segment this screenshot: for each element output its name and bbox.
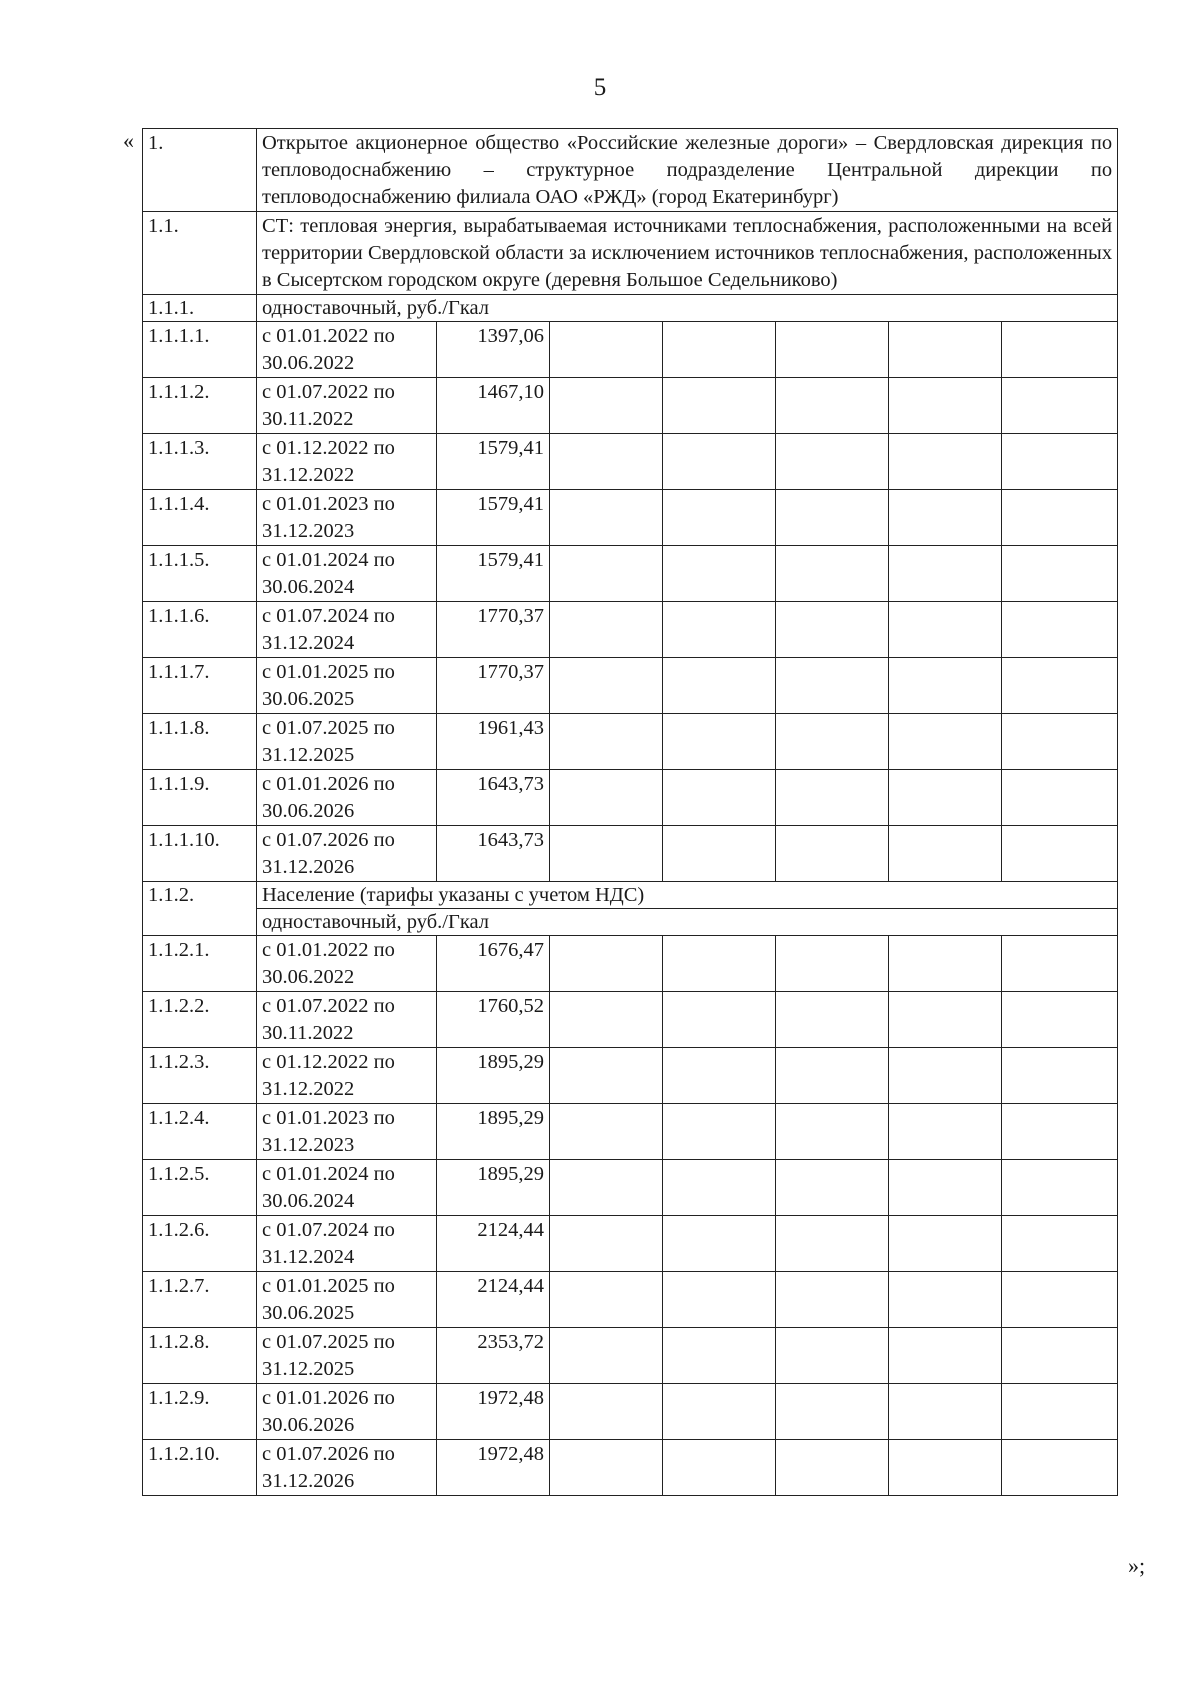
period-cell: с 01.01.2026 по 30.06.2026 (257, 1384, 437, 1440)
table-row (143, 1216, 1118, 1272)
empty-cell (889, 1104, 1002, 1160)
empty-cell (550, 1160, 663, 1216)
row-number: 1.1.1.5. (143, 546, 257, 602)
table-row (143, 1440, 1118, 1496)
empty-cell (663, 434, 776, 490)
period-cell: с 01.07.2022 по 30.11.2022 (257, 992, 437, 1048)
empty-cell (1002, 1048, 1118, 1104)
table-row (143, 602, 1118, 658)
tariff-value: 1467,10 (437, 378, 550, 434)
row-number: 1.1.1.2. (143, 378, 257, 434)
empty-cell (663, 602, 776, 658)
empty-cell (550, 1048, 663, 1104)
period-cell: с 01.01.2023 по 31.12.2023 (257, 490, 437, 546)
tariff-value: 2124,44 (437, 1272, 550, 1328)
period-cell: с 01.12.2022 по 31.12.2022 (257, 434, 437, 490)
empty-cell (776, 1272, 889, 1328)
empty-cell (889, 1328, 1002, 1384)
empty-cell (776, 714, 889, 770)
empty-cell (1002, 490, 1118, 546)
empty-cell (1002, 826, 1118, 882)
empty-cell (663, 1440, 776, 1496)
period-cell: с 01.01.2023 по 31.12.2023 (257, 1104, 437, 1160)
table-row (143, 546, 1118, 602)
empty-cell (663, 1216, 776, 1272)
empty-cell (550, 1272, 663, 1328)
empty-cell (550, 992, 663, 1048)
tariff-value: 1760,52 (437, 992, 550, 1048)
empty-cell (889, 602, 1002, 658)
tariff-value: 1972,48 (437, 1440, 550, 1496)
row-number: 1.1.2.10. (143, 1440, 257, 1496)
period-cell: с 01.01.2026 по 30.06.2026 (257, 770, 437, 826)
page-number: 5 (593, 74, 607, 101)
empty-cell (663, 1048, 776, 1104)
tariff-value: 1397,06 (437, 322, 550, 378)
group2-subheader-row (143, 909, 1118, 936)
empty-cell (550, 1440, 663, 1496)
tariff-value: 1895,29 (437, 1104, 550, 1160)
row-number: 1.1.1.3. (143, 434, 257, 490)
empty-cell (550, 658, 663, 714)
table-row (143, 826, 1118, 882)
empty-cell (550, 490, 663, 546)
empty-cell (889, 658, 1002, 714)
period-cell: с 01.01.2022 по 30.06.2022 (257, 322, 437, 378)
empty-cell (663, 936, 776, 992)
group2-sublabel: одноставочный, руб./Гкал (257, 909, 1118, 936)
empty-cell (889, 546, 1002, 602)
group2-label: Население (тарифы указаны с учетом НДС) (257, 882, 1118, 909)
row-number: 1.1.2.8. (143, 1328, 257, 1384)
period-cell: с 01.01.2024 по 30.06.2024 (257, 1160, 437, 1216)
subsection-number: 1.1. (143, 212, 257, 295)
table-row (143, 434, 1118, 490)
empty-cell (776, 936, 889, 992)
empty-cell (663, 1328, 776, 1384)
period-cell: с 01.07.2022 по 30.11.2022 (257, 378, 437, 434)
empty-cell (550, 714, 663, 770)
opening-quote-mark: « (123, 128, 134, 153)
empty-cell (889, 714, 1002, 770)
empty-cell (889, 1440, 1002, 1496)
tariff-value: 2124,44 (437, 1216, 550, 1272)
row-number: 1.1.2.5. (143, 1160, 257, 1216)
section-row (143, 129, 1118, 212)
group2-number: 1.1.2. (143, 882, 257, 909)
empty-cell (889, 992, 1002, 1048)
empty-cell (1002, 602, 1118, 658)
empty-cell (663, 322, 776, 378)
group1-header-row (143, 295, 1118, 322)
empty-cell (1002, 658, 1118, 714)
empty-cell (776, 322, 889, 378)
empty-cell (663, 714, 776, 770)
empty-cell (776, 490, 889, 546)
empty-cell (550, 936, 663, 992)
empty-cell (550, 602, 663, 658)
empty-cell (889, 1048, 1002, 1104)
table-row (143, 658, 1118, 714)
period-cell: с 01.07.2026 по 31.12.2026 (257, 1440, 437, 1496)
empty-cell (550, 826, 663, 882)
table-row (143, 378, 1118, 434)
row-number: 1.1.1.1. (143, 322, 257, 378)
empty-cell (776, 992, 889, 1048)
subsection-row (143, 212, 1118, 295)
empty-cell (1002, 1384, 1118, 1440)
empty-cell (663, 992, 776, 1048)
table-row (143, 1160, 1118, 1216)
empty-cell (1002, 770, 1118, 826)
empty-cell (889, 1160, 1002, 1216)
group1-label: одноставочный, руб./Гкал (257, 295, 1118, 322)
tariff-value: 1895,29 (437, 1160, 550, 1216)
empty-cell (550, 1216, 663, 1272)
row-number: 1.1.1.4. (143, 490, 257, 546)
empty-cell (663, 1272, 776, 1328)
empty-cell (776, 658, 889, 714)
empty-cell (663, 658, 776, 714)
tariff-value: 1579,41 (437, 546, 550, 602)
row-number: 1.1.1.10. (143, 826, 257, 882)
empty-cell (550, 322, 663, 378)
row-number: 1.1.2.1. (143, 936, 257, 992)
empty-cell (776, 1216, 889, 1272)
row-number: 1.1.1.7. (143, 658, 257, 714)
period-cell: с 01.12.2022 по 31.12.2022 (257, 1048, 437, 1104)
period-cell: с 01.07.2024 по 31.12.2024 (257, 1216, 437, 1272)
period-cell: с 01.07.2025 по 31.12.2025 (257, 714, 437, 770)
empty-cell (889, 490, 1002, 546)
period-cell: с 01.01.2024 по 30.06.2024 (257, 546, 437, 602)
empty-cell (1002, 1272, 1118, 1328)
period-cell: с 01.07.2026 по 31.12.2026 (257, 826, 437, 882)
empty-cell (889, 936, 1002, 992)
empty-cell (1002, 434, 1118, 490)
empty-cell (776, 1160, 889, 1216)
section-title: Открытое акционерное общество «Российские железные дороги» – Свердловская дирекция по тепловодоснабжению – структурное подразделение Центральной дирекции по тепловодоснабжению филиала ОАО «РЖД» (город Екатеринбург) (257, 129, 1118, 212)
tariff-value: 1895,29 (437, 1048, 550, 1104)
tariff-value: 1770,37 (437, 658, 550, 714)
empty-cell (663, 770, 776, 826)
row-number: 1.1.2.3. (143, 1048, 257, 1104)
empty-cell (776, 1440, 889, 1496)
tariff-value: 1579,41 (437, 434, 550, 490)
empty-cell (550, 1328, 663, 1384)
empty-cell (776, 1328, 889, 1384)
empty-cell (776, 1384, 889, 1440)
period-cell: с 01.01.2025 по 30.06.2025 (257, 658, 437, 714)
empty-cell (1002, 1104, 1118, 1160)
subsection-text: СТ: тепловая энергия, вырабатываемая источниками теплоснабжения, расположенными на всей территории Свердловской области за исключением источников теплоснабжения, расположенных в Сысертском городском округе (деревня Большое Седельниково) (257, 212, 1118, 295)
period-cell: с 01.01.2025 по 30.06.2025 (257, 1272, 437, 1328)
empty-cell (663, 1160, 776, 1216)
empty-cell (550, 434, 663, 490)
table-row (143, 490, 1118, 546)
row-number: 1.1.2.7. (143, 1272, 257, 1328)
row-number: 1.1.2.6. (143, 1216, 257, 1272)
empty-cell (1002, 546, 1118, 602)
tariff-value: 1961,43 (437, 714, 550, 770)
empty-cell (1002, 322, 1118, 378)
table-row (143, 1048, 1118, 1104)
tariff-value: 1770,37 (437, 602, 550, 658)
empty-cell (1002, 1328, 1118, 1384)
row-number: 1.1.2.9. (143, 1384, 257, 1440)
empty-cell (776, 826, 889, 882)
empty-cell (776, 602, 889, 658)
closing-quote-mark: »; (1128, 1553, 1146, 1578)
table-row (143, 1272, 1118, 1328)
group1-number: 1.1.1. (143, 295, 257, 322)
period-cell: с 01.07.2024 по 31.12.2024 (257, 602, 437, 658)
row-number: 1.1.1.9. (143, 770, 257, 826)
empty-cell (550, 378, 663, 434)
group2-number-continued (143, 909, 257, 936)
empty-cell (550, 1384, 663, 1440)
table-row (143, 1328, 1118, 1384)
empty-cell (889, 1216, 1002, 1272)
empty-cell (776, 1104, 889, 1160)
table-row (143, 936, 1118, 992)
table-row (143, 770, 1118, 826)
empty-cell (550, 1104, 663, 1160)
empty-cell (889, 322, 1002, 378)
empty-cell (663, 1384, 776, 1440)
empty-cell (776, 434, 889, 490)
tariff-table (142, 128, 1118, 1496)
tariff-value: 1643,73 (437, 770, 550, 826)
table-row (143, 1104, 1118, 1160)
empty-cell (663, 826, 776, 882)
row-number: 1.1.1.8. (143, 714, 257, 770)
row-number: 1.1.1.6. (143, 602, 257, 658)
empty-cell (1002, 1216, 1118, 1272)
table-row (143, 714, 1118, 770)
empty-cell (663, 378, 776, 434)
empty-cell (776, 1048, 889, 1104)
empty-cell (1002, 378, 1118, 434)
empty-cell (1002, 1160, 1118, 1216)
empty-cell (776, 378, 889, 434)
empty-cell (1002, 992, 1118, 1048)
empty-cell (889, 434, 1002, 490)
row-number: 1.1.2.4. (143, 1104, 257, 1160)
table-row (143, 992, 1118, 1048)
table-row (143, 322, 1118, 378)
empty-cell (889, 1384, 1002, 1440)
empty-cell (1002, 936, 1118, 992)
empty-cell (663, 1104, 776, 1160)
empty-cell (1002, 1440, 1118, 1496)
empty-cell (889, 378, 1002, 434)
group2-header-row (143, 882, 1118, 909)
empty-cell (663, 490, 776, 546)
empty-cell (776, 546, 889, 602)
empty-cell (889, 1272, 1002, 1328)
period-cell: с 01.01.2022 по 30.06.2022 (257, 936, 437, 992)
section-number: 1. (143, 129, 257, 212)
period-cell: с 01.07.2025 по 31.12.2025 (257, 1328, 437, 1384)
tariff-value: 1643,73 (437, 826, 550, 882)
table-row (143, 1384, 1118, 1440)
tariff-value: 1676,47 (437, 936, 550, 992)
empty-cell (1002, 714, 1118, 770)
empty-cell (776, 770, 889, 826)
empty-cell (550, 546, 663, 602)
empty-cell (889, 770, 1002, 826)
tariff-value: 1972,48 (437, 1384, 550, 1440)
row-number: 1.1.2.2. (143, 992, 257, 1048)
empty-cell (663, 546, 776, 602)
empty-cell (550, 770, 663, 826)
empty-cell (889, 826, 1002, 882)
tariff-value: 2353,72 (437, 1328, 550, 1384)
tariff-value: 1579,41 (437, 490, 550, 546)
